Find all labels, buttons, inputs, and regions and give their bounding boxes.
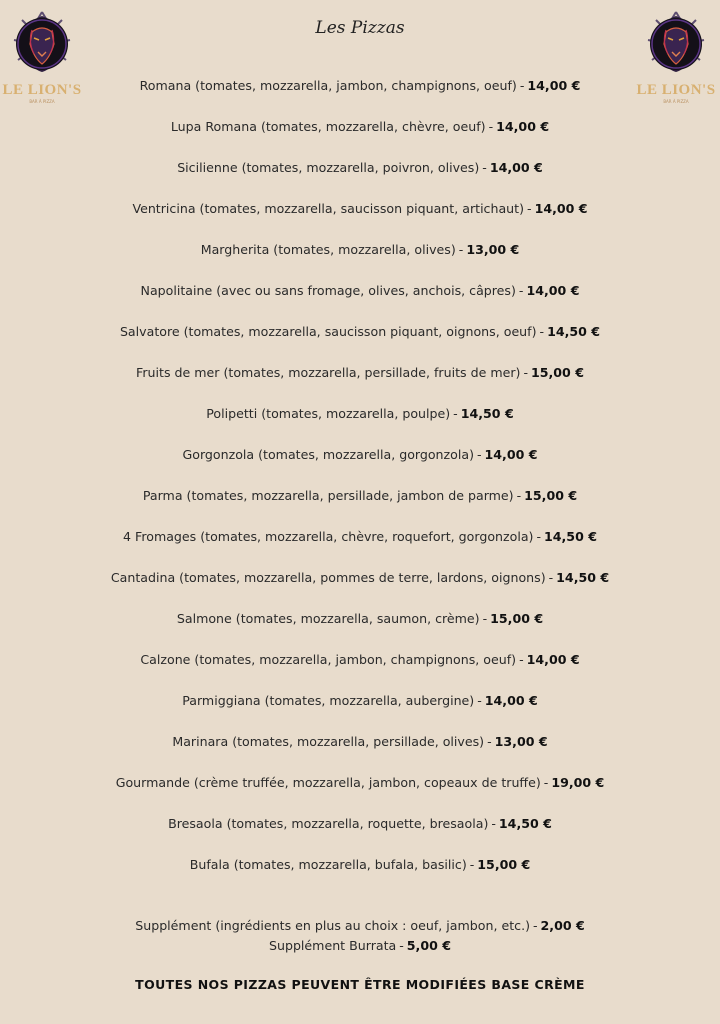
menu-item-price: 13,00 € [494, 734, 548, 749]
supplement-price: 5,00 € [406, 938, 452, 953]
menu-item-price: 15,00 € [524, 488, 578, 503]
menu-item [0, 199, 720, 240]
supplements-section [0, 916, 720, 956]
menu-item-name: Parma (tomates, mozzarella, persillade, jambon de parme) [142, 488, 514, 503]
menu-item-name: Gourmande (crème truffée, mozzarella, jambon, copeaux de truffe) [115, 775, 541, 790]
menu-item [0, 609, 720, 650]
menu-item-price: 14,00 € [526, 652, 580, 667]
price-separator: - [458, 242, 464, 257]
menu-item [0, 732, 720, 773]
price-separator: - [523, 365, 528, 380]
menu-item [0, 691, 720, 732]
menu-item-name: Sicilienne (tomates, mozzarella, poivron, olives) [177, 160, 480, 175]
menu-item-name: Lupa Romana (tomates, mozzarella, chèvre, oeuf) [170, 119, 486, 134]
supplement-name: Supplément (ingrédients en plus au choix : oeuf, jambon, etc.) [135, 918, 530, 933]
supplement-name: Supplément Burrata [268, 938, 397, 953]
supplement-item [0, 936, 720, 956]
price-separator: - [527, 201, 532, 216]
menu-item-name: Margherita (tomates, mozzarella, olives) [200, 242, 456, 257]
price-separator: - [469, 857, 475, 872]
footer-note: TOUTES NOS PIZZAS PEUVENT ÊTRE MODIFIÉES BASE CRÈME [135, 977, 585, 992]
price-separator: - [491, 816, 496, 831]
menu-item [0, 117, 720, 158]
menu-item-price: 14,50 € [460, 406, 514, 421]
price-separator: - [476, 447, 482, 462]
price-separator: - [519, 78, 525, 93]
menu-item [0, 363, 720, 404]
menu-item [0, 445, 720, 486]
menu-item [0, 650, 720, 691]
price-separator: - [543, 775, 549, 790]
supplement-price: 2,00 € [540, 918, 585, 933]
menu-item-price: 14,50 € [547, 324, 601, 339]
menu-item-price: 14,00 € [484, 693, 538, 708]
brand-subtitle: BAR À PIZZA [29, 99, 55, 104]
menu-item-name: Bresaola (tomates, mozzarella, roquette, bresaola) [168, 816, 489, 831]
supplement-item [0, 916, 720, 936]
price-separator: - [399, 938, 404, 953]
price-separator: - [536, 529, 541, 544]
price-separator: - [533, 918, 538, 933]
menu-item-price: 15,00 € [490, 611, 544, 626]
brand-name: LE LION'S [2, 82, 82, 98]
menu-item-name: Cantadina (tomates, mozzarella, pommes de terre, lardons, oignons) [110, 570, 546, 585]
menu-item-name: Salvatore (tomates, mozzarella, saucisson piquant, oignons, oeuf) [119, 324, 537, 339]
menu-item-name: Bufala (tomates, mozzarella, bufala, basilic) [189, 857, 467, 872]
menu-item-name: 4 Fromages (tomates, mozzarella, chèvre, roquefort, gorgonzola) [123, 529, 534, 544]
menu-item [0, 322, 720, 363]
price-separator: - [518, 283, 524, 298]
price-separator: - [482, 611, 488, 626]
menu-item-price: 14,50 € [544, 529, 597, 544]
page-title: Les Pizzas [315, 18, 405, 38]
menu-item-name: Fruits de mer (tomates, mozzarella, persillade, fruits de mer) [136, 365, 521, 380]
menu-item-price: 14,50 € [498, 816, 552, 831]
menu-item [0, 773, 720, 814]
price-separator: - [453, 406, 458, 421]
price-separator: - [519, 652, 524, 667]
menu-item-price: 15,00 € [530, 365, 584, 380]
menu-item-name: Napolitaine (avec ou sans fromage, olives, anchois, câpres) [140, 283, 516, 298]
menu-item [0, 486, 720, 527]
menu-item-price: 14,50 € [556, 570, 610, 585]
menu-item-name: Parmiggiana (tomates, mozzarella, aubergine) [182, 693, 475, 708]
menu-item-price: 14,00 € [534, 201, 588, 216]
price-separator: - [477, 693, 482, 708]
menu-item-name: Romana (tomates, mozzarella, jambon, champignons, oeuf) [139, 78, 517, 93]
menu-item-name: Marinara (tomates, mozzarella, persillade, olives) [172, 734, 485, 749]
brand-subtitle: BAR À PIZZA [663, 99, 689, 104]
price-separator: - [539, 324, 545, 339]
menu-item-name: Gorgonzola (tomates, mozzarella, gorgonzola) [182, 447, 474, 462]
menu-item-price: 14,00 € [496, 119, 550, 134]
price-separator: - [516, 488, 522, 503]
menu-item-name: Calzone (tomates, mozzarella, jambon, champignons, oeuf) [140, 652, 517, 667]
menu-item-price: 14,00 € [526, 283, 580, 298]
menu-item-name: Salmone (tomates, mozzarella, saumon, crème) [176, 611, 480, 626]
menu-item [0, 855, 720, 896]
menu-item-name: Ventricina (tomates, mozzarella, saucisson piquant, artichaut) [132, 201, 525, 216]
menu-item-price: 14,00 € [527, 78, 581, 93]
price-separator: - [487, 734, 492, 749]
menu-item-price: 14,00 € [489, 160, 543, 175]
menu-item [0, 814, 720, 855]
pizza-menu-list [0, 76, 720, 896]
menu-item [0, 404, 720, 445]
menu-item-price: 15,00 € [477, 857, 531, 872]
menu-item [0, 568, 720, 609]
menu-item-price: 14,00 € [484, 447, 538, 462]
brand-name: LE LION'S [636, 82, 716, 98]
menu-item-price: 13,00 € [466, 242, 520, 257]
menu-item [0, 158, 720, 199]
menu-item-price: 19,00 € [551, 775, 605, 790]
price-separator: - [488, 119, 494, 134]
menu-item [0, 76, 720, 117]
menu-item [0, 527, 720, 568]
price-separator: - [548, 570, 554, 585]
menu-item [0, 281, 720, 322]
menu-item [0, 240, 720, 281]
price-separator: - [482, 160, 487, 175]
menu-item-name: Polipetti (tomates, mozzarella, poulpe) [206, 406, 451, 421]
